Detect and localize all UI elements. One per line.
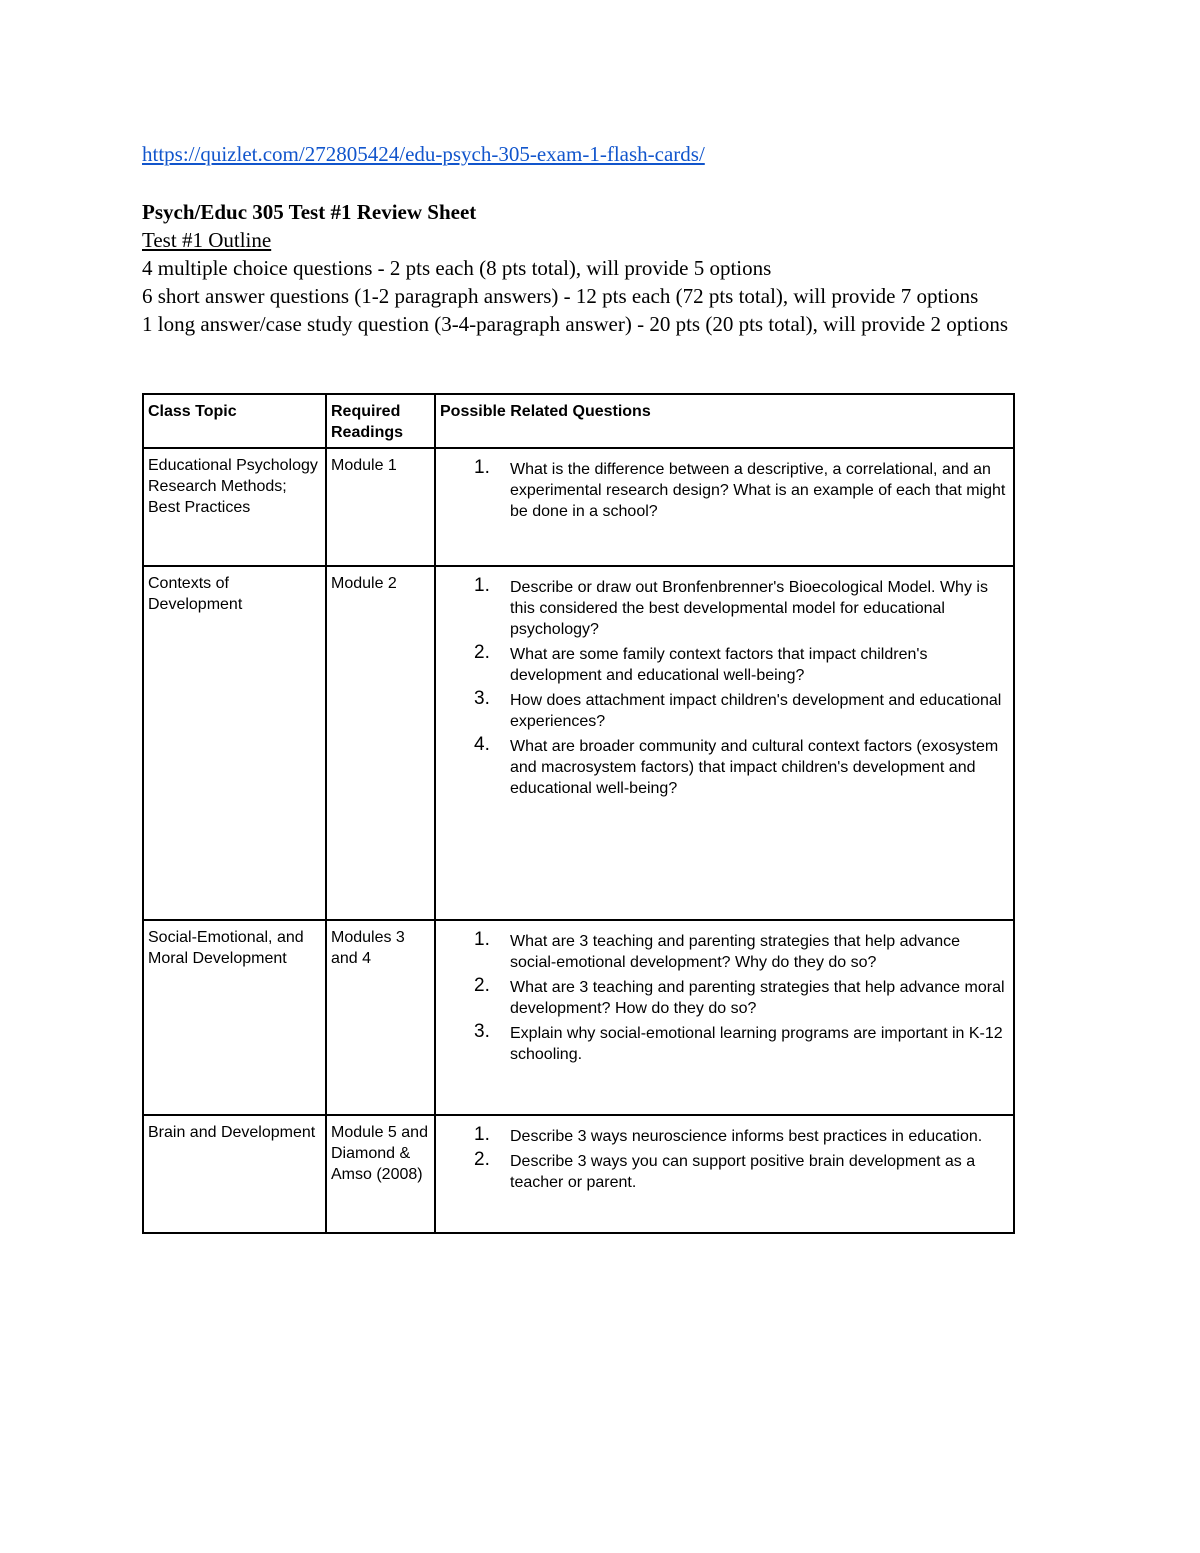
topic-cell: Educational Psychology Research Methods; Best Practices	[143, 448, 326, 566]
header-class-topic: Class Topic	[143, 394, 326, 448]
readings-cell: Module 1	[326, 448, 435, 566]
readings-cell: Module 5 and Diamond & Amso (2008)	[326, 1115, 435, 1233]
question-list	[440, 459, 1009, 522]
questions-cell	[435, 566, 1014, 920]
question-item: What is the difference between a descriptive, a correlational, and an experimental research design? What is an example of each that might be done in a school?	[510, 461, 1006, 520]
question-list	[440, 931, 1009, 1065]
header-required-readings: Required Readings	[326, 394, 435, 448]
review-table	[142, 393, 1015, 1234]
quizlet-link[interactable]: https://quizlet.com/272805424/edu-psych-305-exam-1-flash-cards/	[142, 142, 705, 166]
question-item: What are 3 teaching and parenting strategies that help advance moral development? How do they do so?	[510, 979, 1005, 1017]
table-header-row	[143, 394, 1014, 448]
table-row	[143, 448, 1014, 566]
questions-cell	[435, 920, 1014, 1115]
question-item: Describe 3 ways you can support positive brain development as a teacher or parent.	[510, 1153, 976, 1191]
outline-heading: Test #1 Outline	[142, 228, 272, 252]
question-item: What are some family context factors that impact children's development and educational well-being?	[510, 646, 928, 684]
table-row	[143, 920, 1014, 1115]
document-title: Psych/Educ 305 Test #1 Review Sheet	[142, 200, 477, 224]
topic-cell: Contexts of Development	[143, 566, 326, 920]
question-item: Describe or draw out Bronfenbrenner's Bioecological Model. Why is this considered the best developmental model for educational psychology?	[510, 579, 988, 638]
topic-cell: Brain and Development	[143, 1115, 326, 1233]
question-item: What are broader community and cultural context factors (exosystem and macrosystem factors) that impact children's development and educational well-being?	[510, 738, 999, 797]
table-row	[143, 1115, 1014, 1233]
question-item: Describe 3 ways neuroscience informs best practices in education.	[510, 1128, 983, 1145]
question-item: Explain why social-emotional learning programs are important in K-12 schooling.	[510, 1025, 1003, 1063]
question-list	[440, 577, 1009, 799]
outline-line: 1 long answer/case study question (3-4-paragraph answer) - 20 pts (20 pts total), will provide 2 options	[142, 312, 1009, 336]
question-item: How does attachment impact children's development and educational experiences?	[510, 692, 1002, 730]
header-section	[142, 198, 1057, 338]
readings-cell: Modules 3 and 4	[326, 920, 435, 1115]
table-row	[143, 566, 1014, 920]
outline-line: 6 short answer questions (1-2 paragraph answers) - 12 pts each (72 pts total), will provide 7 options	[142, 284, 979, 308]
question-item: What are 3 teaching and parenting strategies that help advance social-emotional development? Why do they do so?	[510, 933, 961, 971]
header-possible-questions: Possible Related Questions	[435, 394, 1014, 448]
outline-line: 4 multiple choice questions - 2 pts each (8 pts total), will provide 5 options	[142, 256, 772, 280]
readings-cell: Module 2	[326, 566, 435, 920]
topic-cell: Social-Emotional, and Moral Development	[143, 920, 326, 1115]
questions-cell	[435, 1115, 1014, 1233]
question-list	[440, 1126, 1009, 1193]
questions-cell	[435, 448, 1014, 566]
